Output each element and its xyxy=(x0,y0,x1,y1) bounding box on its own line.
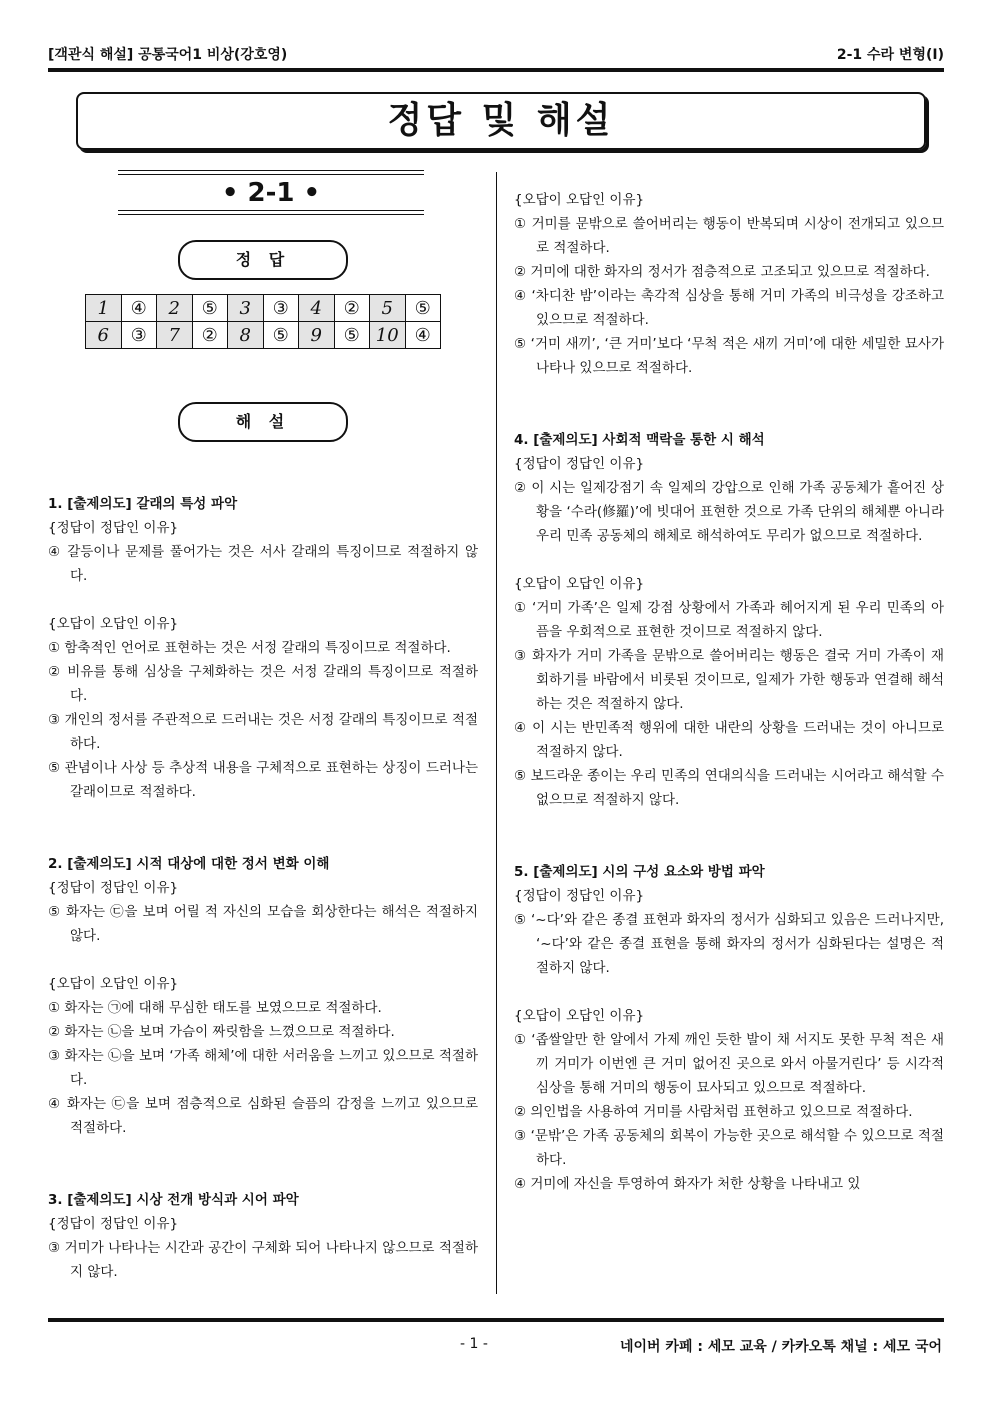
explanation-pill: 해 설 xyxy=(178,402,348,442)
explanation-item: ③ 거미가 나타나는 시간과 공간이 구체화 되어 나타나지 않으므로 적절하지 않다. xyxy=(48,1240,478,1280)
answer-choice: ③ xyxy=(121,322,157,349)
explanation-item: ① 화자는 ㉠에 대해 무심한 태도를 보였으므로 적절하다. xyxy=(48,1000,382,1016)
spacer xyxy=(514,380,944,404)
reason-label: {오답이 오답인 이유} xyxy=(514,192,645,208)
explanation-item: ⑤ 보드라운 종이는 우리 민족의 연대의식을 드러내는 시어라고 해석할 수 없으므로 적절하지 않다. xyxy=(514,768,944,808)
question-number: 7 xyxy=(157,322,193,349)
spacer xyxy=(48,804,478,828)
answer-choice: ④ xyxy=(405,322,441,349)
reason-label: {오답이 오답인 이유} xyxy=(514,1008,645,1024)
explanation-item: ② 거미에 대한 화자의 정서가 점층적으로 고조되고 있으므로 적절하다. xyxy=(514,264,930,280)
answer-choice: ② xyxy=(334,295,370,322)
spacer xyxy=(48,828,478,852)
question-heading: 3. [출제의도] 시상 전개 방식과 시어 파악 xyxy=(48,1192,299,1208)
spacer xyxy=(514,980,944,1004)
header-divider xyxy=(48,68,944,72)
spacer xyxy=(514,404,944,428)
reason-label: {오답이 오답인 이유} xyxy=(48,616,179,632)
footer-contact: 네이버 카페 : 세모 교육 / 카카오톡 채널 : 세모 국어 xyxy=(619,1339,942,1355)
explanation-item: ⑤ 관념이나 사상 등 추상적 내용을 구체적으로 표현하는 상징이 드러나는 갈래이므로 적절하다. xyxy=(48,760,478,800)
explanation-item: ③ 개인의 정서를 주관적으로 드러내는 것은 서정 갈래의 특징이므로 적절하다. xyxy=(48,712,478,752)
left-column xyxy=(48,492,478,1284)
section-rule-bottom-2 xyxy=(118,214,424,215)
question-number: 3 xyxy=(228,295,264,322)
spacer xyxy=(514,812,944,836)
explanation-item: ① ‘좁쌀알만 한 알에서 가제 깨인 듯한 발이 채 서지도 못한 무척 적은 새끼 거미가 이번엔 큰 거미 없어진 곳으로 와서 아물거린다’ 등 시각적 심상을 통해 거미의 행동이 묘사되고 있으므로 적절하다. xyxy=(514,1032,944,1096)
question-number: 10 xyxy=(370,322,406,349)
page-header xyxy=(48,44,944,66)
question-heading: 5. [출제의도] 시의 구성 요소와 방법 파악 xyxy=(514,864,765,880)
explanation-item: ② 비유를 통해 심상을 구체화하는 것은 서정 갈래의 특징이므로 적절하다. xyxy=(48,664,478,704)
section-rule-top-2 xyxy=(118,174,424,175)
reason-label: {오답이 오답인 이유} xyxy=(514,576,645,592)
question-heading: 2. [출제의도] 시적 대상에 대한 정서 변화 이해 xyxy=(48,856,330,872)
page-number: - 1 - xyxy=(460,1336,488,1352)
section-rule-bottom xyxy=(118,210,424,211)
explanation-item: ④ 갈등이나 문제를 풀어가는 것은 서사 갈래의 특징이므로 적절하지 않다. xyxy=(48,544,478,584)
explanation-item: ③ ‘문밖’은 가족 공동체의 회복이 가능한 곳으로 해석할 수 있으므로 적절하다. xyxy=(514,1128,944,1168)
question-heading: 4. [출제의도] 사회적 맥락을 통한 시 해석 xyxy=(514,432,765,448)
spacer xyxy=(48,948,478,972)
answer-choice: ⑤ xyxy=(334,322,370,349)
explanation-item: ④ ‘차디찬 밤’이라는 촉각적 심상을 통해 거미 가족의 비극성을 강조하고 있으므로 적절하다. xyxy=(514,288,944,328)
answer-choice: ② xyxy=(192,322,228,349)
section-title: • 2-1 • xyxy=(221,178,321,208)
explanation-item: ① ‘거미 가족’은 일제 강점 상황에서 가족과 헤어지게 된 우리 민족의 아픔을 우회적으로 표현한 것이므로 적절하지 않다. xyxy=(514,600,944,640)
reason-label: {정답이 정답인 이유} xyxy=(514,888,645,904)
explanation-item: ⑤ ‘~다’와 같은 종결 표현과 화자의 정서가 심화되고 있음은 드러나지만, ‘~다’와 같은 종결 표현을 통해 화자의 정서가 심화된다는 설명은 적절하지 않다. xyxy=(514,912,944,976)
reason-label: {정답이 정답인 이유} xyxy=(48,520,179,536)
answer-choice: ⑤ xyxy=(192,295,228,322)
right-column xyxy=(514,188,944,1196)
question-number: 4 xyxy=(299,295,335,322)
page-title: 정답 및 해설 xyxy=(76,92,926,150)
explanation-item: ① 함축적인 언어로 표현하는 것은 서정 갈래의 특징이므로 적절하다. xyxy=(48,640,451,656)
section-rule-top xyxy=(118,170,424,171)
question-heading: 1. [출제의도] 갈래의 특성 파악 xyxy=(48,496,238,512)
header-subject: [객관식 해설] 공통국어1 비상(강호영) xyxy=(48,47,288,63)
explanation-item: ③ 화자는 ㉡을 보며 ‘가족 해체’에 대한 서러움을 느끼고 있으므로 적절하다. xyxy=(48,1048,478,1088)
explanation-item: ⑤ ‘거미 새끼’, ‘큰 거미’보다 ‘무척 적은 새끼 거미’에 대한 세밀한 묘사가 나타나 있으므로 적절하다. xyxy=(514,336,944,376)
explanation-item: ④ 화자는 ㉢을 보며 점층적으로 심화된 슬픔의 감정을 느끼고 있으므로 적절하다. xyxy=(48,1096,478,1136)
question-number: 6 xyxy=(86,322,122,349)
reason-label: {정답이 정답인 이유} xyxy=(48,1216,179,1232)
question-number: 1 xyxy=(86,295,122,322)
spacer xyxy=(48,588,478,612)
explanation-item: ① 거미를 문밖으로 쓸어버리는 행동이 반복되며 시상이 전개되고 있으므로 적절하다. xyxy=(514,216,944,256)
question-number: 5 xyxy=(370,295,406,322)
explanation-item: ② 화자는 ㉡을 보며 가슴이 짜릿함을 느꼈으므로 적절하다. xyxy=(48,1024,395,1040)
reason-label: {정답이 정답인 이유} xyxy=(48,880,179,896)
answer-choice: ⑤ xyxy=(263,322,299,349)
spacer xyxy=(514,836,944,860)
explanation-item: ③ 화자가 거미 가족을 문밖으로 쓸어버리는 행동은 결국 거미 가족이 재회하기를 바람에서 비롯된 것이므로, 일제가 가한 행동과 연결해 해석하는 것은 적절하지 않다. xyxy=(514,648,944,712)
answer-row xyxy=(86,322,441,349)
answer-choice: ④ xyxy=(121,295,157,322)
answer-table xyxy=(85,294,441,349)
reason-label: {정답이 정답인 이유} xyxy=(514,456,645,472)
explanation-item: ② 의인법을 사용하여 거미를 사람처럼 표현하고 있으므로 적절하다. xyxy=(514,1104,913,1120)
explanation-item: ④ 거미에 자신을 투영하여 화자가 처한 상황을 나타내고 있 xyxy=(514,1176,861,1192)
spacer xyxy=(48,1164,478,1188)
explanation-item: ⑤ 화자는 ㉢을 보며 어릴 적 자신의 모습을 회상한다는 해석은 적절하지 않다. xyxy=(48,904,478,944)
reason-label: {오답이 오답인 이유} xyxy=(48,976,179,992)
answer-pill: 정 답 xyxy=(178,240,348,280)
question-number: 2 xyxy=(157,295,193,322)
spacer xyxy=(514,548,944,572)
explanation-item: ④ 이 시는 반민족적 행위에 대한 내란의 상황을 드러내는 것이 아니므로 적절하지 않다. xyxy=(514,720,944,760)
answer-choice: ⑤ xyxy=(405,295,441,322)
answer-choice: ③ xyxy=(263,295,299,322)
header-unit: 2-1 수라 변형(I) xyxy=(836,47,944,63)
answer-row xyxy=(86,295,441,322)
column-divider xyxy=(496,172,497,1294)
footer-divider xyxy=(48,1318,944,1322)
explanation-item: ② 이 시는 일제강점기 속 일제의 강압으로 인해 가족 공동체가 흩어진 상황을 ‘수라(修羅)’에 빗대어 표현한 것으로 가족 단위의 해체뿐 아니라 우리 민족 공동체의 해체로 해석하여도 무리가 없으므로 적절하다. xyxy=(514,480,944,544)
question-number: 9 xyxy=(299,322,335,349)
question-number: 8 xyxy=(228,322,264,349)
spacer xyxy=(48,1140,478,1164)
